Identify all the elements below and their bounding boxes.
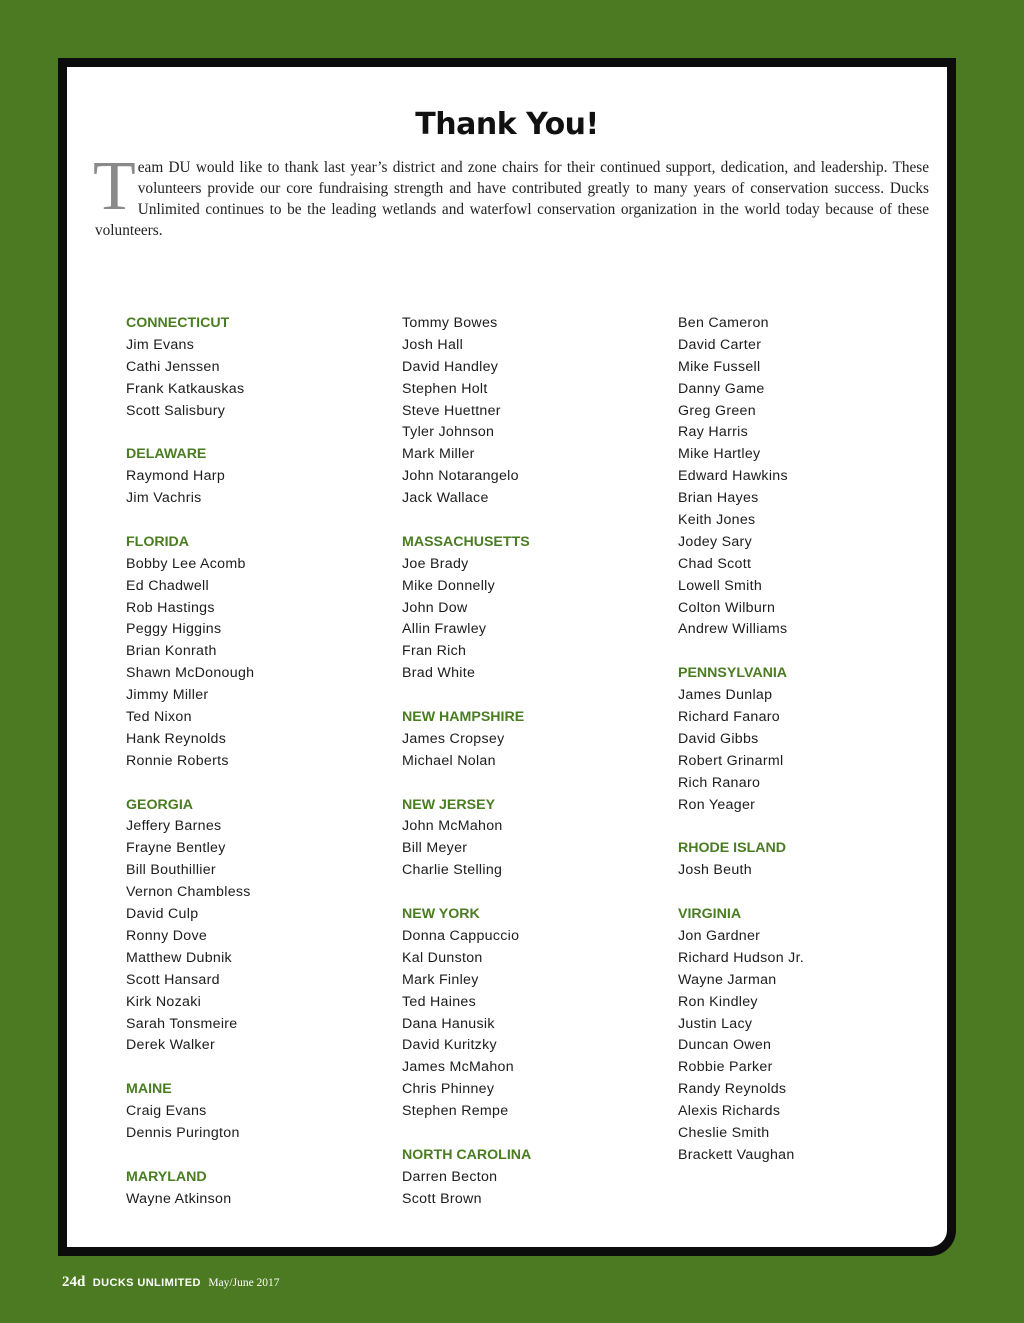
section-spacer [402,685,531,707]
volunteer-name: Raymond Harp [126,468,226,485]
state-heading: FLORIDA [126,533,190,550]
volunteer-name: Tyler Johnson [402,424,495,441]
volunteer-name: Richard Hudson Jr. [678,949,805,966]
magazine-name: DUCKS UNLIMITED [92,1277,201,1289]
volunteer-name: Mike Hartley [678,446,761,463]
volunteer-name: James Cropsey [402,730,505,747]
content-panel [58,58,956,1256]
volunteer-name: John Dow [402,599,468,616]
volunteer-name: Craig Evans [126,1103,207,1120]
volunteer-name: Ronny Dove [126,927,208,944]
volunteer-name: Jodey Sary [678,533,752,550]
name-column-2 [402,313,531,1211]
volunteer-name: Robbie Parker [678,1059,773,1076]
section-spacer [126,510,254,532]
volunteer-name: Darren Becton [402,1168,498,1185]
state-heading: NORTH CAROLINA [402,1146,532,1163]
volunteer-name: John Notarangelo [402,468,519,485]
state-heading: PENNSYLVANIA [678,665,788,682]
name-column-3 [678,313,804,1167]
volunteer-name: Justin Lacy [678,1015,753,1032]
volunteer-name: Rob Hastings [126,599,215,616]
volunteer-name: Randy Reynolds [678,1081,787,1098]
volunteer-name: Kirk Nozaki [126,993,202,1010]
volunteer-name: Chad Scott [678,555,752,572]
volunteer-name: Brian Hayes [678,490,759,507]
volunteer-name: Rich Ranaro [678,774,761,791]
page-number: 24d [62,1274,86,1290]
volunteer-name: David Carter [678,336,762,353]
volunteer-name: Mark Miller [402,446,475,463]
volunteer-name: David Culp [126,906,199,923]
volunteer-name: Ben Cameron [678,315,769,331]
state-heading: DELAWARE [126,446,207,463]
state-heading: NEW HAMPSHIRE [402,709,525,726]
state-heading: VIRGINIA [678,906,742,923]
volunteer-name: Ron Kindley [678,993,758,1010]
volunteer-name: David Kuritzky [402,1037,497,1054]
volunteer-name: Scott Salisbury [126,402,226,419]
volunteer-name: Kal Dunston [402,949,483,966]
section-spacer [126,773,254,795]
section-spacer [402,882,531,904]
volunteer-name: James McMahon [402,1059,514,1076]
drop-cap: T [93,148,136,225]
volunteer-name: David Gibbs [678,730,759,747]
volunteer-name: Bill Meyer [402,840,468,857]
volunteer-name: Tommy Bowes [402,315,498,331]
volunteer-name: Brad White [402,665,476,682]
volunteer-name: Matthew Dubnik [126,949,232,966]
volunteer-name: Stephen Rempe [402,1103,509,1120]
section-spacer [126,422,254,444]
volunteer-name: Jeffery Barnes [126,818,222,835]
volunteer-name: Alexis Richards [678,1103,781,1120]
volunteer-name: Lowell Smith [678,577,763,594]
volunteer-name: Josh Beuth [678,862,752,879]
volunteer-name: Frank Katkauskas [126,380,245,397]
volunteer-name: Jim Evans [126,336,195,353]
volunteer-name: Josh Hall [402,336,464,353]
volunteer-name: Jimmy Miller [126,687,209,704]
volunteer-name: Ron Yeager [678,796,756,813]
volunteer-name: Peggy Higgins [126,621,222,638]
volunteer-name: Hank Reynolds [126,730,227,747]
section-spacer [126,1145,254,1167]
intro-paragraph [93,148,929,241]
volunteer-name: Ronnie Roberts [126,752,229,769]
section-spacer [678,816,804,838]
volunteer-name: Ted Haines [402,993,476,1010]
page-title: Thank You! [415,107,599,142]
volunteer-name: Michael Nolan [402,752,496,769]
volunteer-name: Jon Gardner [678,927,761,944]
state-heading: NEW JERSEY [402,796,496,813]
volunteer-name: Richard Fanaro [678,709,780,726]
state-heading: NEW YORK [402,906,480,923]
volunteer-name: Chris Phinney [402,1081,495,1098]
volunteer-name: James Dunlap [678,687,773,704]
volunteer-name: Ray Harris [678,424,749,441]
section-spacer [678,882,804,904]
state-heading: CONNECTICUT [126,315,230,331]
volunteer-name: Duncan Owen [678,1037,772,1054]
volunteer-name: Ted Nixon [126,709,192,726]
volunteer-name: Vernon Chambless [126,884,251,901]
volunteer-name: Scott Brown [402,1190,482,1207]
state-heading: RHODE ISLAND [678,840,786,857]
volunteer-name: Derek Walker [126,1037,216,1054]
volunteer-name: Mike Fussell [678,358,761,375]
volunteer-name: Jack Wallace [402,490,489,507]
volunteer-name: Keith Jones [678,512,756,529]
volunteer-name: Sarah Tonsmeire [126,1015,238,1032]
volunteer-name: Colton Wilburn [678,599,776,616]
volunteer-name: Bill Bouthillier [126,862,216,879]
volunteer-name: Cathi Jenssen [126,358,220,375]
volunteer-name: Dana Hanusik [402,1015,495,1032]
volunteer-name: Greg Green [678,402,756,419]
volunteer-name: Steve Huettner [402,402,501,419]
volunteer-name: Brian Konrath [126,643,217,660]
section-spacer [402,510,531,532]
intro-text: eam DU would like to thank last year’s district and zone chairs for their continued support, dedication, and leadership. These volunteers provide our core fundraising strength and have contributed greatly to many years of conservation success. Ducks Unlimited continues to be the leading wetlands and waterfowl conservation organization in the world today because of these volunteers. [95,159,929,239]
section-spacer [678,641,804,663]
volunteer-name: Dennis Purington [126,1124,240,1141]
volunteer-name: Scott Hansard [126,971,220,988]
volunteer-name: Fran Rich [402,643,467,660]
volunteer-name: Edward Hawkins [678,468,788,485]
volunteer-name: David Handley [402,358,499,375]
name-column-1 [126,313,254,1211]
volunteer-name: Allin Frawley [402,621,487,638]
state-heading: MAINE [126,1081,172,1098]
volunteer-name: Mark Finley [402,971,479,988]
volunteer-name: Robert Grinarml [678,752,784,769]
volunteer-name: Mike Donnelly [402,577,496,594]
page-footer [62,1273,280,1291]
volunteer-name: Joe Brady [402,555,469,572]
volunteer-name: Jim Vachris [126,490,202,507]
state-heading: MARYLAND [126,1168,207,1185]
volunteer-name: Cheslie Smith [678,1124,770,1141]
volunteer-name: Donna Cappuccio [402,927,520,944]
section-spacer [402,773,531,795]
volunteer-name: Wayne Atkinson [126,1190,232,1207]
issue-date: May/June 2017 [208,1277,280,1289]
volunteer-name: Charlie Stelling [402,862,503,879]
volunteer-name: John McMahon [402,818,503,835]
state-heading: MASSACHUSETTS [402,533,530,550]
volunteer-name: Stephen Holt [402,380,488,397]
volunteer-name: Ed Chadwell [126,577,209,594]
volunteer-name: Frayne Bentley [126,840,226,857]
volunteer-name: Brackett Vaughan [678,1146,795,1163]
volunteer-name: Bobby Lee Acomb [126,555,246,572]
volunteer-name: Danny Game [678,380,765,397]
volunteer-name: Shawn McDonough [126,665,255,682]
volunteer-name: Wayne Jarman [678,971,777,988]
volunteer-name: Andrew Williams [678,621,788,638]
section-spacer [126,1057,254,1079]
section-spacer [402,1123,531,1145]
state-heading: GEORGIA [126,796,194,813]
